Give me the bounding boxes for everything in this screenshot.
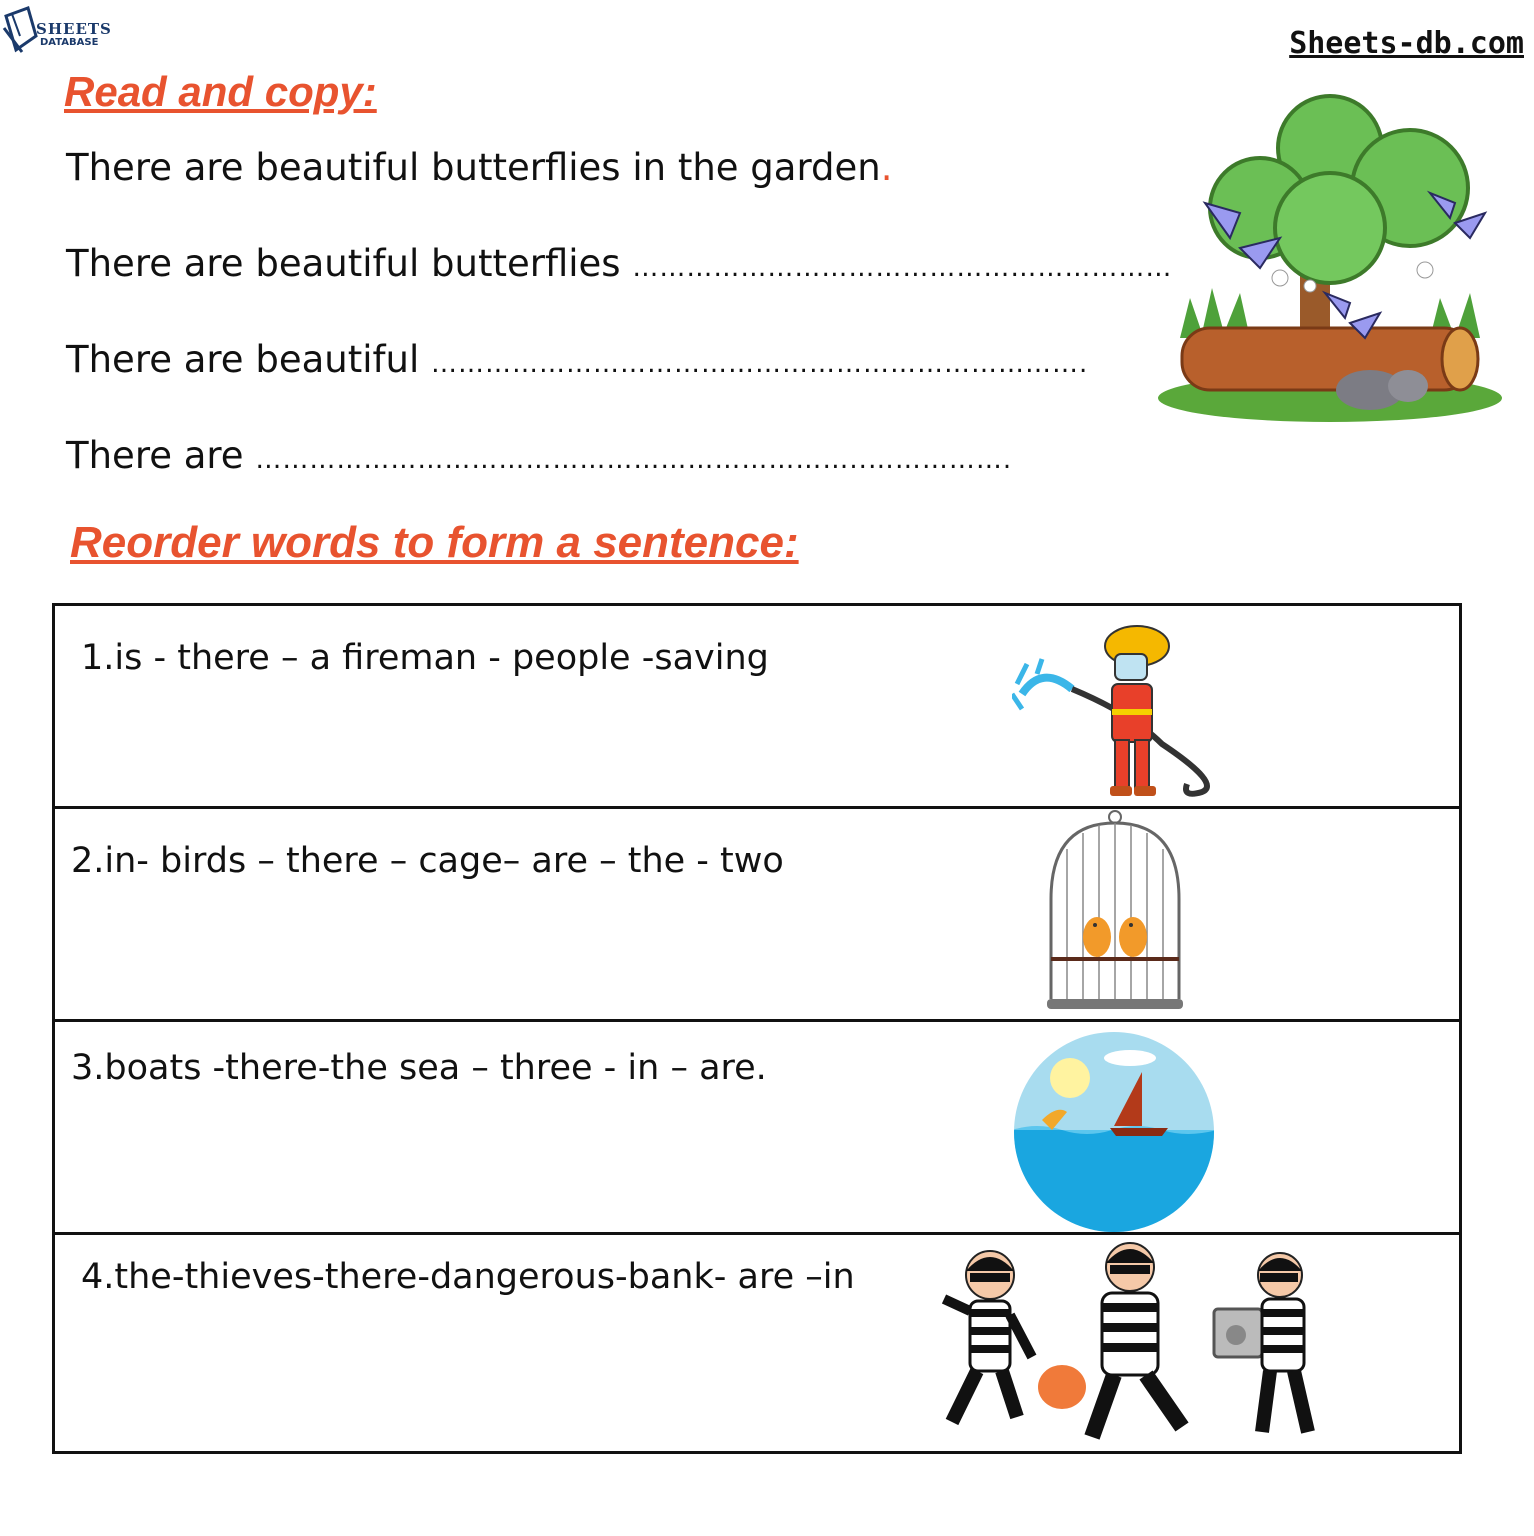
logo-text-database: DATABASE <box>40 37 99 48</box>
garden-butterflies-illustration <box>1150 88 1510 428</box>
birdcage-icon <box>1045 809 1185 1014</box>
reorder-item-1: 1.is - there – a fireman - people -saving <box>81 638 769 678</box>
copy-line-2 <box>66 338 1088 381</box>
copy-line-text: There are beautiful butterflies <box>66 242 621 285</box>
table-row <box>54 1021 1461 1234</box>
model-sentence-period: . <box>880 146 893 189</box>
table-cell <box>54 605 1461 808</box>
fireman-icon <box>1012 614 1222 804</box>
reorder-words-heading: Reorder words to form a sentence: <box>70 518 799 567</box>
reorder-table <box>52 603 1462 1454</box>
model-sentence <box>66 146 893 189</box>
copy-line-1 <box>66 242 1172 285</box>
copy-line-blank: …………………………………………………… <box>632 253 1173 283</box>
copy-line-blank: ………………………………………………………………. <box>431 349 1089 379</box>
reorder-item-2: 2.in- birds – there – cage– are – the - two <box>71 841 784 881</box>
reorder-item-4: 4.the-thieves-there-dangerous-bank- are –in <box>81 1257 855 1297</box>
sea-boat-icon <box>1012 1030 1217 1235</box>
copy-line-text: There are <box>66 434 244 477</box>
copy-line-text: There are beautiful <box>66 338 420 381</box>
site-url: Sheets-db.com <box>1289 26 1524 61</box>
thieves-icon <box>932 1237 1322 1449</box>
logo-text-sheets: SHEETS <box>36 20 112 38</box>
copy-line-3 <box>66 434 1012 477</box>
table-row <box>54 605 1461 808</box>
sheets-database-logo <box>2 6 112 58</box>
table-row <box>54 1234 1461 1453</box>
table-cell <box>54 1234 1461 1453</box>
model-sentence-text: There are beautiful butterflies in the garden <box>66 146 881 189</box>
read-and-copy-heading: Read and copy: <box>64 68 377 115</box>
table-cell <box>54 808 1461 1021</box>
table-cell <box>54 1021 1461 1234</box>
reorder-item-3: 3.boats -there-the sea – three - in – are. <box>71 1048 767 1088</box>
table-row <box>54 808 1461 1021</box>
copy-line-blank: …………………………………………………………..……………. <box>255 445 1013 475</box>
